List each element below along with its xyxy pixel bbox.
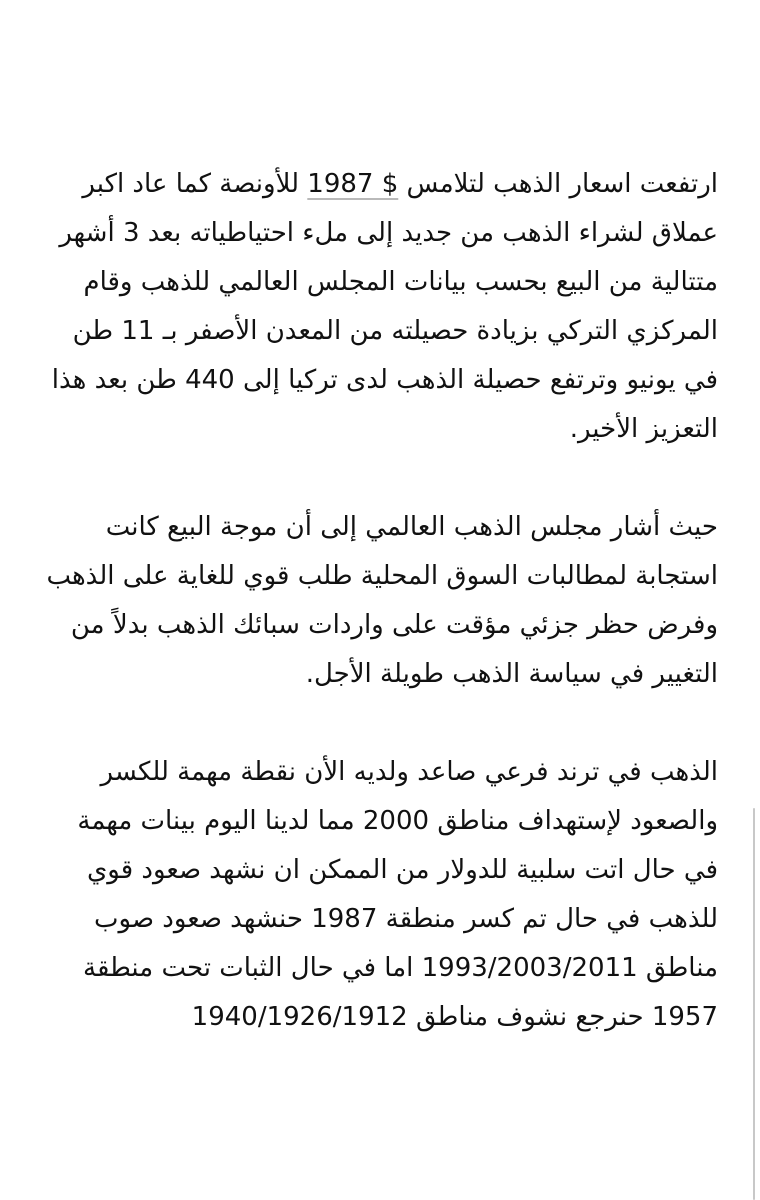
blank-line [40,454,718,503]
paragraph-gold-prices [40,160,718,454]
paragraph-1-text-start: ارتفعت اسعار الذهب لتلامس [398,169,718,199]
paragraph-1-text-end: للأونصة كما عاد اكبر عملاق لشراء الذهب من جديد إلى ملء احتياطياته بعد 3 أشهر متتالية من البيع بحسب بيانات المجلس العالمي للذهب وقام المركزي التركي بزيادة حصيلته من المعدن الأصفر بـ 11 طن في يونيو وترتفع حصيلة الذهب لدى تركيا إلى 440 طن بعد هذا التعزيز الأخير. [51,169,718,444]
blank-line [40,699,718,748]
paragraph-gold-council: حيث أشار مجلس الذهب العالمي إلى أن موجة البيع كانت استجابة لمطالبات السوق المحلية طلب قوي للغاية على الذهب وفرض حظر جزئي مؤقت على واردات سبائك الذهب بدلاً من التغيير في سياسة الذهب طويلة الأجل. [46,512,718,689]
price-link[interactable]: 1987 $ [307,169,399,199]
paragraph-gold-trend: الذهب في ترند فرعي صاعد ولديه الأن نقطة مهمة للكسر والصعود لإستهداف مناطق 2000 مما لدينا اليوم بينات مهمة في حال اتت سلبية للدولار من الممكن ان نشهد صعود قوي للذهب في حال تم كسر منطقة 1987 حنشهد صعود صوب مناطق 1993/2003/2011 اما في حال الثبات تحت منطقة 1957 حنرجع نشوف مناطق 1940/1926/1912 [77,757,718,1032]
scrollbar-thumb[interactable] [753,808,755,1200]
note-body[interactable] [40,160,718,1042]
vertical-scrollbar[interactable] [748,0,760,1200]
